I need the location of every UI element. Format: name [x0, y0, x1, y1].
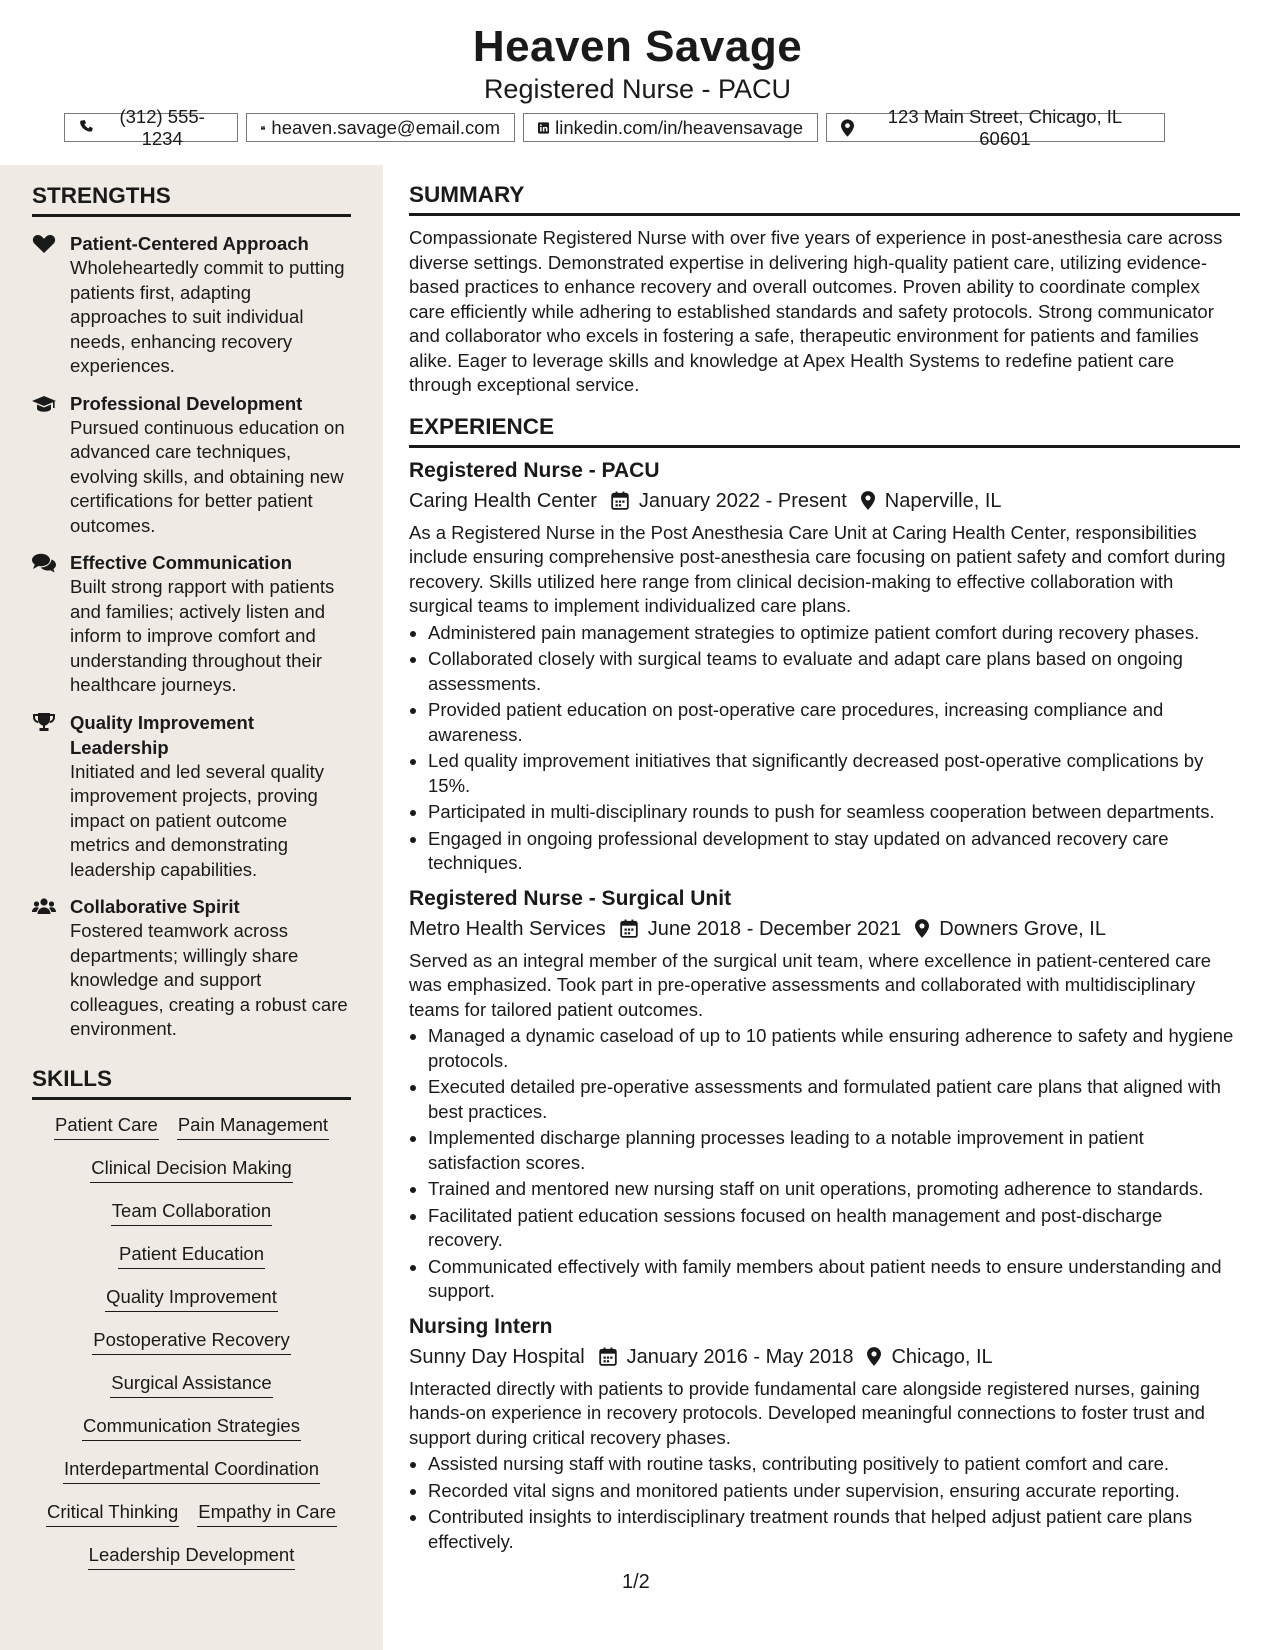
job-bullet: • Communicated effectively with family members about patient needs to ensure understanding and support.	[428, 1255, 1240, 1304]
job-dates: January 2016 - May 2018	[626, 1345, 854, 1368]
job-description: Served as an integral member of the surgical unit team, where excellence in patient-centered care was emphasized. Took part in pre-operative assessments and collaborated with multidisciplinary teams for tailored patient outcomes.	[409, 949, 1212, 1020]
skill-row	[32, 1241, 351, 1269]
contact-linkedin-text: linkedin.com/in/heavensavage	[555, 116, 803, 138]
job-bullet: • Collaborated closely with surgical teams to evaluate and adapt care plans based on ongoing assessments.	[428, 647, 1240, 696]
job-bullets	[409, 1452, 1240, 1554]
skill-tag: Interdepartmental Coordination	[63, 1456, 320, 1484]
strength-item	[32, 550, 351, 698]
job-title: Registered Nurse - PACU	[409, 458, 660, 482]
job-title: Nursing Intern	[409, 1314, 553, 1338]
contact-address-text: 123 Main Street, Chicago, IL 60601	[887, 105, 1123, 149]
skill-tag: Critical Thinking	[46, 1499, 179, 1527]
trophy-icon	[32, 713, 56, 733]
contact-phone-text: (312) 555-1234	[119, 105, 205, 149]
phone-icon	[79, 119, 95, 136]
main-column	[409, 182, 1240, 1556]
calendar-icon	[620, 919, 638, 938]
strength-item	[32, 710, 351, 883]
sidebar	[0, 165, 383, 1650]
strength-title: Quality Improvement Leadership	[70, 711, 255, 758]
skill-row	[32, 1284, 351, 1312]
strength-item	[32, 391, 351, 539]
comments-icon	[32, 553, 56, 573]
skill-tag: Leadership Development	[88, 1542, 296, 1570]
job-location: Chicago, IL	[891, 1345, 993, 1368]
candidate-name: Heaven Savage	[472, 22, 803, 71]
job-bullets	[409, 621, 1240, 876]
page-number: 1/2	[622, 1571, 650, 1593]
strength-title: Collaborative Spirit	[70, 896, 240, 917]
skill-row	[32, 1198, 351, 1226]
strength-title: Professional Development	[70, 392, 303, 414]
skill-row	[32, 1370, 351, 1398]
skill-row	[32, 1112, 351, 1140]
summary-heading: SUMMARY	[409, 182, 1240, 216]
job-dates: June 2018 - December 2021	[647, 917, 902, 940]
strength-desc: Initiated and led several quality improvement projects, proving impact on patient outcome metrics and demonstrating leadership capabilities.	[70, 760, 325, 880]
strength-item	[32, 231, 351, 379]
skill-tag: Communication Strategies	[82, 1413, 301, 1441]
map-pin-icon	[867, 1347, 881, 1366]
job-meta	[409, 486, 1240, 516]
job-bullet: • Managed a dynamic caseload of up to 10 patients while ensuring adherence to safety and hygiene protocols.	[428, 1024, 1240, 1073]
job-bullet: • Participated in multi-disciplinary rounds to push for seamless cooperation between departments.	[428, 800, 1240, 825]
job-bullet: • Led quality improvement initiatives that significantly decreased post-operative complications by 15%.	[428, 749, 1240, 798]
job-bullet: • Contributed insights to interdisciplinary treatment rounds that helped adjust patient care plans effectively.	[428, 1505, 1240, 1554]
skill-row	[32, 1542, 351, 1570]
calendar-icon	[611, 491, 629, 510]
users-icon	[32, 897, 56, 917]
strengths-heading: STRENGTHS	[32, 183, 351, 217]
skill-row	[32, 1155, 351, 1183]
job-bullet: • Recorded vital signs and monitored patients under supervision, ensuring accurate reporting.	[428, 1479, 1240, 1504]
contact-address[interactable]	[826, 105, 1165, 149]
job-meta	[409, 914, 1240, 944]
job-bullet: • Facilitated patient education sessions focused on health management and post-discharge recovery.	[428, 1204, 1240, 1253]
skill-tag: Patient Care	[54, 1112, 159, 1140]
skill-row	[32, 1456, 351, 1484]
skill-tag: Quality Improvement	[105, 1284, 278, 1312]
map-pin-icon	[861, 491, 875, 510]
job-meta	[409, 1342, 1240, 1372]
map-pin-icon	[841, 119, 854, 137]
strength-desc: Wholeheartedly commit to putting patients first, adapting approaches to suit individual needs, enhancing recovery experiences.	[70, 257, 345, 376]
contact-phone[interactable]	[64, 105, 238, 149]
job-bullet: • Assisted nursing staff with routine tasks, contributing positively to patient comfort and care.	[428, 1452, 1240, 1477]
skill-tag: Clinical Decision Making	[90, 1155, 293, 1183]
job-entry	[409, 456, 1240, 876]
job-company: Caring Health Center	[409, 489, 597, 512]
contact-linkedin[interactable]	[523, 113, 818, 142]
resume-header	[0, 0, 1275, 165]
strength-desc: Pursued continuous education on advanced care techniques, evolving skills, and obtaining new certifications for better patient outcomes.	[70, 416, 345, 536]
experience-heading: EXPERIENCE	[409, 414, 1240, 448]
job-description: Interacted directly with patients to provide fundamental care alongside registered nurses, gaining hands-on experience in recovery protocols. Developed meaningful connections to foster trust and support during critical recovery phases.	[409, 1377, 1205, 1448]
skill-row	[32, 1327, 351, 1355]
skill-tag: Empathy in Care	[197, 1499, 337, 1527]
job-bullets	[409, 1024, 1240, 1304]
skill-tag: Pain Management	[177, 1112, 329, 1140]
job-location: Naperville, IL	[884, 489, 1002, 512]
heart-icon	[32, 234, 56, 254]
sidebar-content	[32, 183, 351, 1585]
job-entry	[409, 884, 1240, 1304]
job-bullet: • Trained and mentored new nursing staff on unit operations, promoting adherence to standards.	[428, 1177, 1240, 1202]
candidate-role: Registered Nurse - PACU	[483, 74, 792, 104]
job-company: Sunny Day Hospital	[409, 1345, 585, 1368]
map-pin-icon	[915, 919, 929, 938]
strength-item	[32, 894, 351, 1042]
job-location: Downers Grove, IL	[939, 917, 1106, 940]
job-entry	[409, 1312, 1240, 1555]
job-bullet: • Administered pain management strategies to optimize patient comfort during recovery phases.	[428, 621, 1240, 646]
skill-tag: Team Collaboration	[111, 1198, 272, 1226]
job-description: As a Registered Nurse in the Post Anesthesia Care Unit at Caring Health Center, responsibilities include ensuring comprehensive post-anesthesia care focusing on patient safety and comfort during recovery. Skills utilized here range from clinical decision-making to effective collaboration with surgical teams to implement individualized care plans.	[409, 521, 1226, 616]
contact-bar	[64, 105, 1165, 149]
strength-desc: Fostered teamwork across departments; willingly share knowledge and support colleagues, creating a robust care environment.	[70, 920, 348, 1039]
strength-desc: Built strong rapport with patients and families; actively listen and inform to improve comfort and understanding throughout their healthcare journeys.	[70, 576, 335, 695]
skills-list	[32, 1112, 351, 1570]
skill-row	[32, 1413, 351, 1441]
graduation-cap-icon	[32, 394, 56, 414]
linkedin-icon	[538, 120, 549, 136]
job-bullet: • Engaged in ongoing professional development to stay updated on advanced recovery care techniques.	[428, 827, 1240, 876]
strength-title: Effective Communication	[70, 552, 293, 573]
job-company: Metro Health Services	[409, 917, 606, 940]
job-bullet: • Provided patient education on post-operative care procedures, increasing compliance and awareness.	[428, 698, 1240, 747]
skill-tag: Postoperative Recovery	[92, 1327, 290, 1355]
calendar-icon	[599, 1347, 617, 1366]
summary-text: Compassionate Registered Nurse with over five years of experience in post-anesthesia care across diverse settings. Demonstrated expertise in delivering high-quality patient care, utilizing evidence-based practices to enhance recovery and overall outcomes. Proven ability to coordinate complex care efficiently while adhering to established standards and safety protocols. Strong communicator and collaborator who excels in fostering a safe, therapeutic environment for patients and families alike. Eager to leverage skills and knowledge at Apex Health Systems to redefine patient care through exceptional service.	[409, 227, 1223, 395]
skill-tag: Surgical Assistance	[110, 1370, 272, 1398]
skill-tag: Patient Education	[118, 1241, 265, 1269]
strength-title: Patient-Centered Approach	[70, 233, 309, 254]
job-dates: January 2022 - Present	[638, 489, 847, 512]
contact-email[interactable]	[246, 113, 515, 142]
skill-row	[32, 1499, 351, 1527]
job-bullet: • Executed detailed pre-operative assessments and formulated patient care plans that aligned with best practices.	[428, 1075, 1240, 1124]
contact-email-text: heaven.savage@email.com	[271, 116, 500, 138]
job-title: Registered Nurse - Surgical Unit	[409, 886, 732, 910]
skills-heading: SKILLS	[32, 1066, 351, 1100]
envelope-icon	[261, 121, 265, 135]
job-bullet: • Implemented discharge planning processes leading to a notable improvement in patient satisfaction scores.	[428, 1126, 1240, 1175]
